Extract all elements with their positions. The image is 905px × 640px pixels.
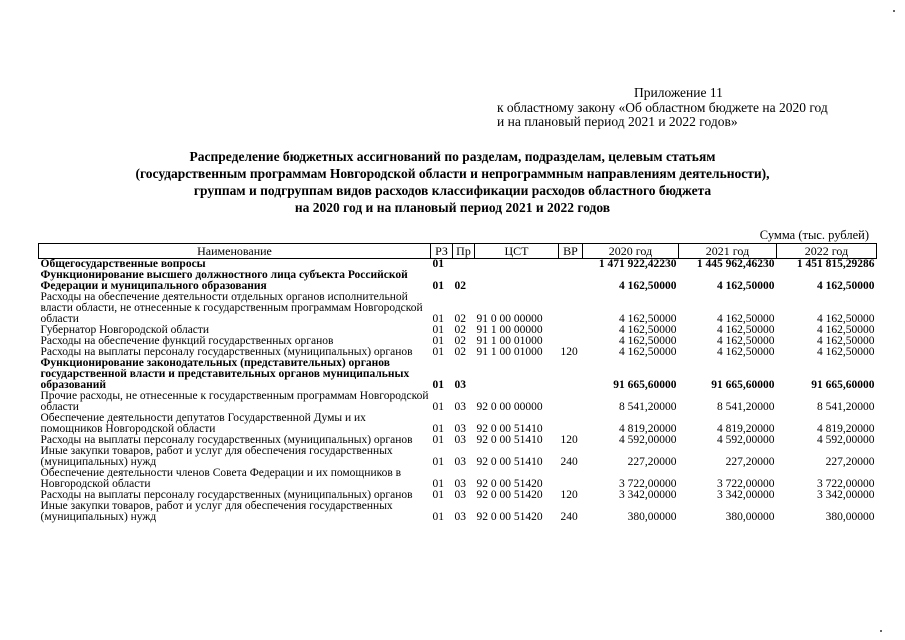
cell-y2021: 91 665,60000 (711, 379, 775, 391)
cell-vr (559, 468, 583, 490)
title-line-4: на 2020 год и на плановый период 2021 и 2022 годов (294, 200, 611, 215)
cell-rz: 01 (432, 423, 444, 435)
cell-vr (559, 413, 583, 435)
cell-y2020: 3 342,00000 (619, 489, 677, 501)
appendix-number: Приложение 11 (634, 85, 723, 100)
title-line-3: группам и подгруппам видов расходов классификации расходов областного бюджета (193, 183, 712, 198)
header-2022: 2022 год (777, 244, 877, 259)
cell-pr: 03 (454, 379, 466, 391)
cell-name: Расходы на обеспечение деятельности отдельных органов исполнительной власти области, не отнесенные к государственным программам Новгородской области (40, 291, 423, 325)
table-row (39, 391, 877, 413)
cell-rz: 01 (432, 335, 444, 347)
appendix-header (497, 86, 887, 130)
cell-pr: 03 (454, 456, 466, 468)
cell-y2020: 1 471 922,42230 (598, 258, 677, 270)
cell-rz: 01 (432, 346, 444, 358)
cell-y2022: 380,00000 (825, 511, 875, 523)
cell-y2020: 4 162,50000 (619, 280, 677, 292)
table-row (39, 358, 877, 391)
cell-y2022: 91 665,60000 (811, 379, 875, 391)
cell-pr: 02 (454, 324, 466, 336)
cell-y2020: 4 162,50000 (619, 346, 677, 358)
cell-pr: 03 (454, 401, 466, 413)
cell-name: Иные закупки товаров, работ и услуг для обеспечения государственных (муниципальных) нужд (40, 445, 393, 468)
cell-y2021: 4 162,50000 (717, 280, 775, 292)
cell-y2020: 4 162,50000 (619, 324, 677, 336)
cell-vr (559, 358, 583, 391)
cell-pr: 03 (454, 478, 466, 490)
cell-pr: 03 (454, 423, 466, 435)
cell-y2021: 227,20000 (725, 456, 775, 468)
cell-y2022: 4 162,50000 (817, 324, 875, 336)
cell-pr (453, 259, 475, 271)
cell-name: Расходы на обеспечение функций государственных органов (40, 335, 334, 347)
cell-name: Губернатор Новгородской области (40, 324, 210, 336)
document-title (40, 148, 865, 216)
cell-cst: 92 0 00 51420 (476, 489, 543, 501)
cell-cst: 91 0 00 00000 (476, 313, 543, 325)
cell-vr: 120 (560, 346, 578, 358)
cell-y2020: 4 819,20000 (619, 423, 677, 435)
header-cst: ЦСТ (475, 244, 559, 259)
cell-cst: 91 1 00 00000 (476, 324, 543, 336)
cell-y2020: 4 162,50000 (619, 335, 677, 347)
appendix-line-2: и на плановый период 2021 и 2022 годов» (497, 114, 738, 129)
cell-vr: 120 (560, 434, 578, 446)
title-line-2: (государственным программам Новгородской области и непрограммным направлениям деятельности), (135, 166, 770, 181)
cell-y2020: 3 722,00000 (619, 478, 677, 490)
cell-y2022: 4 162,50000 (817, 313, 875, 325)
cell-y2021: 380,00000 (725, 511, 775, 523)
cell-rz: 01 (432, 511, 444, 523)
cell-rz: 01 (432, 401, 444, 413)
cell-rz: 01 (432, 456, 444, 468)
cell-pr: 03 (454, 511, 466, 523)
cell-name: Расходы на выплаты персоналу государственных (муниципальных) органов (40, 434, 413, 446)
cell-name: Расходы на выплаты персоналу государственных (муниципальных) органов (40, 489, 413, 501)
cell-y2020: 227,20000 (627, 456, 677, 468)
cell-vr (559, 259, 583, 271)
header-vr: ВР (559, 244, 583, 259)
cell-rz: 01 (432, 379, 444, 391)
table-body (39, 259, 877, 524)
cell-cst (475, 259, 559, 271)
cell-pr: 02 (454, 313, 466, 325)
cell-name: Обеспечение деятельности членов Совета Федерации и их помощников в Новгородской области (40, 467, 402, 490)
cell-cst (475, 358, 559, 391)
cell-name: Прочие расходы, не отнесенные к государственным программам Новгородской области (40, 390, 429, 413)
cell-y2020: 8 541,20000 (619, 401, 677, 413)
cell-vr (559, 391, 583, 413)
cell-cst: 92 0 00 51410 (476, 434, 543, 446)
table-row (39, 292, 877, 325)
cell-y2022: 1 451 815,29286 (796, 258, 875, 270)
table-row (39, 270, 877, 292)
cell-vr: 120 (560, 489, 578, 501)
cell-cst (475, 270, 559, 292)
budget-table (38, 243, 877, 523)
cell-rz: 01 (432, 258, 444, 270)
cell-name: Иные закупки товаров, работ и услуг для обеспечения государственных (муниципальных) нужд (40, 500, 393, 523)
cell-y2022: 3 342,00000 (817, 489, 875, 501)
appendix-line-1: к областному закону «Об областном бюджете на 2020 год (497, 99, 828, 115)
cell-y2022: 227,20000 (825, 456, 875, 468)
cell-y2020: 380,00000 (627, 511, 677, 523)
table-row (39, 413, 877, 435)
cell-rz: 01 (432, 478, 444, 490)
header-rz: РЗ (431, 244, 453, 259)
cell-pr: 02 (454, 280, 466, 292)
cell-vr: 240 (560, 456, 578, 468)
cell-cst: 91 1 00 01000 (476, 335, 543, 347)
cell-y2022: 3 722,00000 (817, 478, 875, 490)
table-header-row (39, 244, 877, 259)
header-2020: 2020 год (583, 244, 679, 259)
cell-cst: 92 0 00 51410 (476, 423, 543, 435)
cell-y2022: 4 592,00000 (817, 434, 875, 446)
cell-y2022: 4 162,50000 (817, 280, 875, 292)
cell-cst: 91 1 00 01000 (476, 346, 543, 358)
scan-speck (880, 630, 882, 632)
cell-y2021: 8 541,20000 (717, 401, 775, 413)
cell-pr: 03 (454, 434, 466, 446)
cell-y2021: 4 162,50000 (717, 324, 775, 336)
cell-y2021: 1 445 962,46230 (696, 258, 775, 270)
cell-cst: 92 0 00 51410 (476, 456, 543, 468)
cell-pr: 02 (454, 335, 466, 347)
cell-vr (559, 325, 583, 336)
cell-rz: 01 (432, 324, 444, 336)
cell-vr (559, 270, 583, 292)
cell-cst: 92 0 00 51420 (476, 478, 543, 490)
table-row (39, 468, 877, 490)
cell-vr: 240 (560, 511, 578, 523)
units-label: Сумма (тыс. рублей) (759, 228, 869, 242)
cell-y2021: 4 162,50000 (717, 335, 775, 347)
cell-y2021: 3 722,00000 (717, 478, 775, 490)
title-line-1: Распределение бюджетных ассигнований по разделам, подразделам, целевым статьям (189, 149, 716, 164)
cell-pr: 02 (454, 346, 466, 358)
cell-y2022: 8 541,20000 (817, 401, 875, 413)
cell-y2020: 4 592,00000 (619, 434, 677, 446)
cell-y2021: 3 342,00000 (717, 489, 775, 501)
cell-pr: 03 (454, 489, 466, 501)
header-pr: Пр (453, 244, 475, 259)
cell-y2021: 4 819,20000 (717, 423, 775, 435)
cell-y2021: 4 592,00000 (717, 434, 775, 446)
table-row (39, 501, 877, 523)
header-2021: 2021 год (679, 244, 777, 259)
cell-vr (559, 292, 583, 325)
cell-cst: 92 0 00 51420 (476, 511, 543, 523)
cell-y2022: 4 162,50000 (817, 346, 875, 358)
cell-y2022: 4 162,50000 (817, 335, 875, 347)
cell-y2020: 91 665,60000 (613, 379, 677, 391)
cell-rz: 01 (432, 434, 444, 446)
cell-name: Функционирование высшего должностного лица субъекта Российской Федерации и муниципального образования (40, 269, 408, 292)
cell-cst: 92 0 00 00000 (476, 401, 543, 413)
cell-name: Функционирование законодательных (представительных) органов государственной власти и представительных органов муниципальных образований (40, 357, 410, 391)
cell-rz: 01 (432, 489, 444, 501)
cell-y2020: 4 162,50000 (619, 313, 677, 325)
scan-speck (893, 10, 895, 12)
cell-name: Общегосударственные вопросы (40, 258, 206, 270)
header-name: Наименование (39, 244, 431, 259)
cell-rz: 01 (432, 313, 444, 325)
cell-name: Расходы на выплаты персоналу государственных (муниципальных) органов (40, 346, 413, 358)
table-row (39, 446, 877, 468)
cell-name: Обеспечение деятельности депутатов Государственной Думы и их помощников Новгородской области (40, 412, 366, 435)
cell-rz: 01 (432, 280, 444, 292)
cell-y2021: 4 162,50000 (717, 313, 775, 325)
cell-y2022: 4 819,20000 (817, 423, 875, 435)
cell-y2021: 4 162,50000 (717, 346, 775, 358)
